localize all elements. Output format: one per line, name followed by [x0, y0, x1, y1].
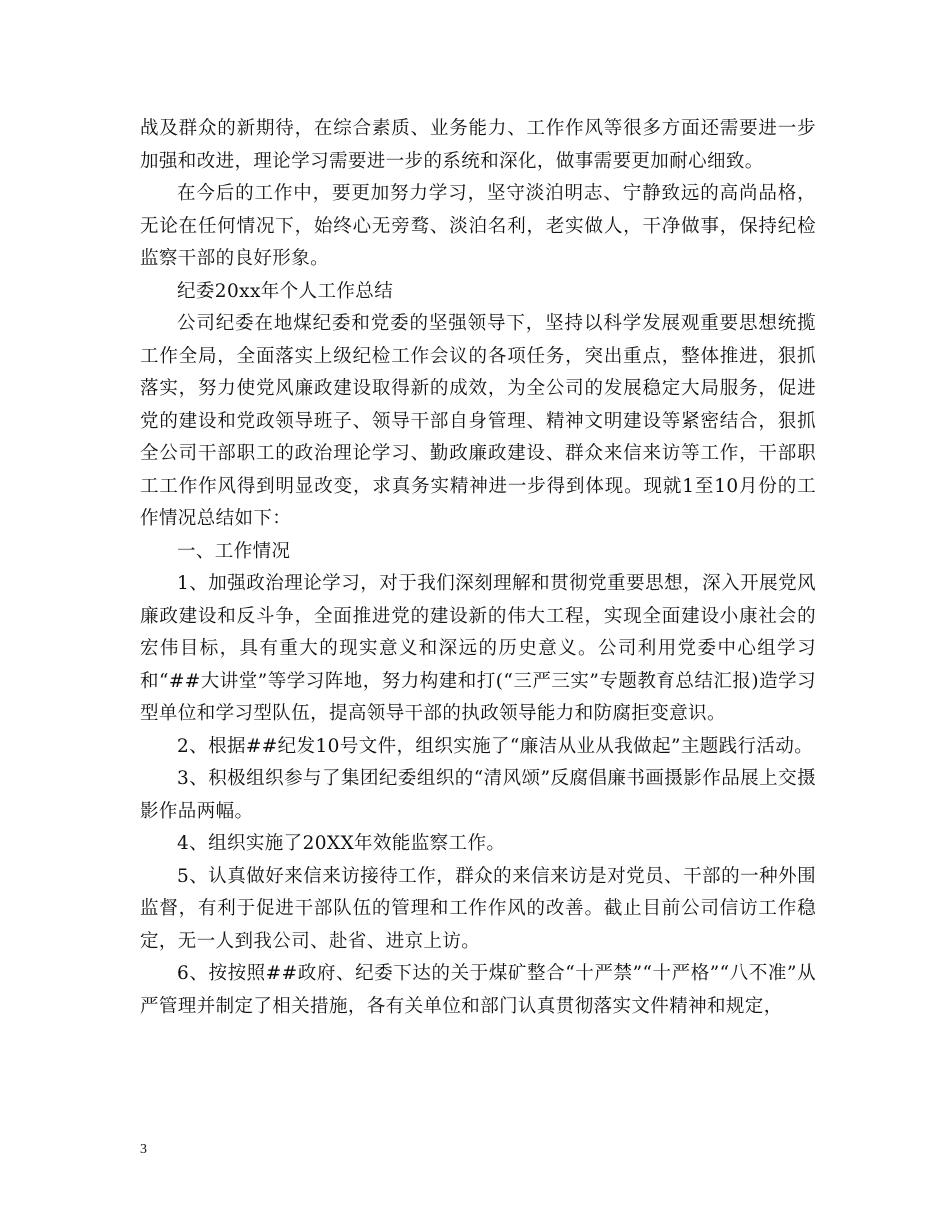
list-item: 4、组织实施了20XX年效能监察工作。: [177, 833, 506, 854]
section-heading: 一、工作情况: [177, 540, 291, 562]
list-item: 6、按按照##政府、纪委下达的关于煤矿整合“十严禁”“十严格”“八不准”从严管理并制定了相关措施，各有关单位和部门认真贯彻落实文件精神和规定，: [140, 963, 816, 1017]
paragraph: 在今后的工作中，要更加努力学习，坚守淡泊明志、宁静致远的高尚品格，无论在任何情况下，始终心无旁骛、淡泊名利，老实做人，干净做事，保持纪检监察干部的良好形象。: [140, 183, 816, 269]
section-title: 纪委20xx年个人工作总结: [177, 280, 394, 302]
page-number: 3: [140, 1142, 147, 1157]
document-body: [140, 113, 816, 1023]
paragraph-continued: 战及群众的新期待，在综合素质、业务能力、工作作风等很多方面还需要进一步加强和改进，理论学习需要进一步的系统和深化，做事需要更加耐心细致。: [140, 118, 816, 172]
list-item: 1、加强政治理论学习，对于我们深刻理解和贯彻党重要思想，深入开展党风廉政建设和反斗争，全面推进党的建设新的伟大工程，实现全面建设小康社会的宏伟目标，具有重大的现实意义和深远的历史意义。公司利用党委中心组学习和“##大讲堂”等学习阵地，努力构建和打(“三严三实”专题教育总结汇报)造学习型单位和学习型队伍，提高领导干部的执政领导能力和防腐拒变意识。: [140, 573, 816, 724]
list-item: 2、根据##纪发10号文件，组织实施了“廉洁从业从我做起”主题践行活动。: [177, 735, 814, 757]
list-item: 5、认真做好来信来访接待工作，群众的来信来访是对党员、干部的一种外围监督，有利于促进干部队伍的管理和工作作风的改善。截止目前公司信访工作稳定，无一人到我公司、赴省、进京上访。: [140, 865, 816, 952]
list-item: 3、积极组织参与了集团纪委组织的“清风颂”反腐倡廉书画摄影作品展上交摄影作品两幅。: [140, 768, 816, 822]
paragraph: 公司纪委在地煤纪委和党委的坚强领导下，坚持以科学发展观重要思想统揽工作全局，全面落实上级纪检工作会议的各项任务，突出重点，整体推进，狠抓落实，努力使党风廉政建设取得新的成效，为全公司的发展稳定大局服务，促进党的建设和党政领导班子、领导干部自身管理、精神文明建设等紧密结合，狠抓全公司干部职工的政治理论学习、勤政廉政建设、群众来信来访等工作，干部职工工作作风得到明显改变，求真务实精神进一步得到体现。现就1至10月份的工作情况总结如下：: [140, 313, 816, 529]
